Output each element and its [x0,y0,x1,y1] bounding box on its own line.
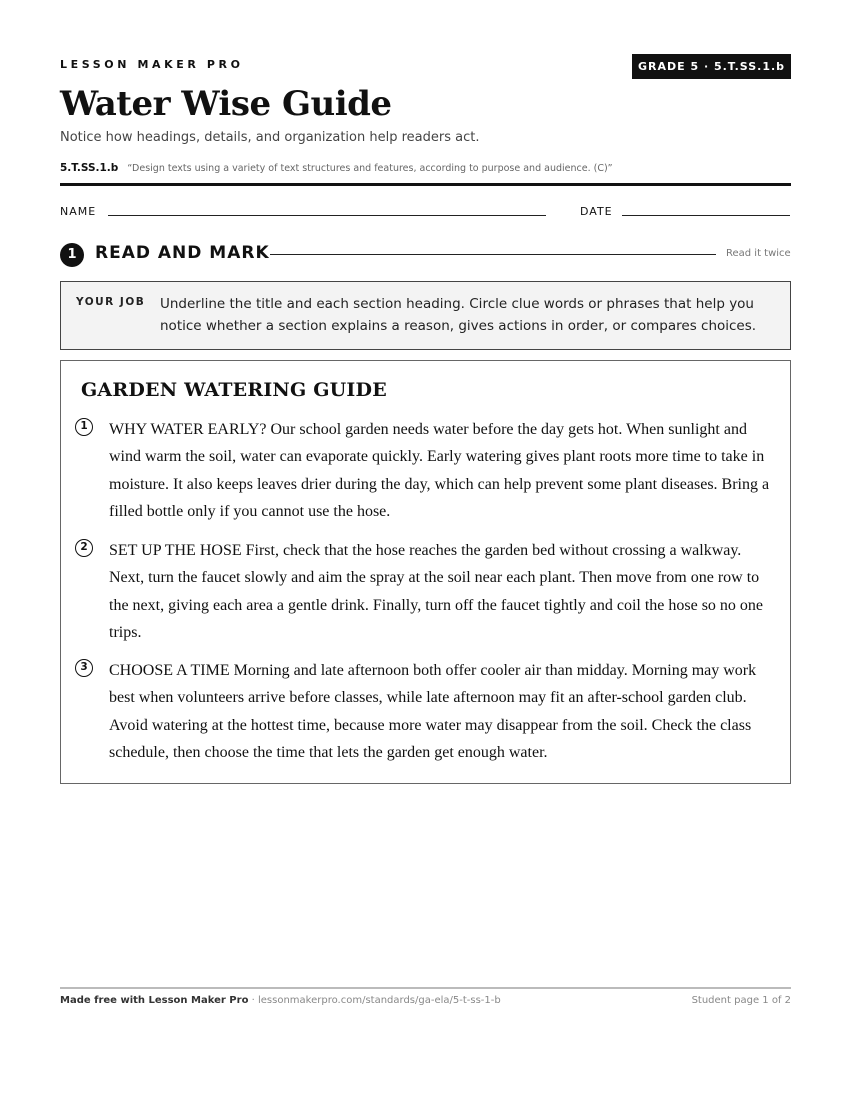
footer-page-number: Student page 1 of 2 [691,995,791,1006]
footer-url-link[interactable]: lessonmakerpro.com/standards/ga-ela/5-t-ss-1-b [257,995,501,1006]
your-job-box [60,281,791,350]
section-number-badge: 1 [60,243,84,267]
date-field-line[interactable] [622,215,790,216]
paragraph-number-marker: 1 [75,418,93,436]
footer-credit [60,995,501,1006]
section-note: Read it twice [726,248,791,259]
grade-standard-badge: GRADE 5 · 5.T.SS.1.b [632,54,791,79]
page-title: Water Wise Guide [60,84,392,124]
footer-made-with: Made free with Lesson Maker Pro [60,995,249,1006]
brand-name: LESSON MAKER PRO [60,58,244,71]
paragraph-number-marker: 2 [75,539,93,557]
passage-title: GARDEN WATERING GUIDE [81,379,387,401]
standard-text: “Design texts using a variety of text structures and features, according to purpose and audience. (C)” [127,163,613,174]
name-field-line[interactable] [108,215,546,216]
date-label: DATE [580,205,613,218]
section-divider [270,254,716,255]
paragraph-text: SET UP THE HOSE First, check that the hose reaches the garden bed without crossing a walkway. Next, turn the faucet slowly and aim the spray at the soil near each plant. Then move from one row to the next, giving each area a gentle drink. Finally, turn off the faucet tightly and coil the hose so no one trips. [109,542,764,641]
footer-divider [60,987,791,989]
section-title: READ AND MARK [95,243,270,263]
your-job-label: YOUR JOB [76,296,146,308]
paragraph-text: CHOOSE A TIME Morning and late afternoon both offer cooler air than midday. Morning may work best when volunteers arrive before classes, while late afternoon may fit an after-school garden club. Avoid watering at the hottest time, because more water may disappear from the soil. Check the class schedule, then choose the time that lets the garden get enough water. [109,662,757,761]
paragraph-text: WHY WATER EARLY? Our school garden needs water before the day gets hot. When sunlight and wind warm the soil, water can evaporate quickly. Early watering gives plant roots more time to take in moisture. It also keeps leaves drier during the day, which can help prevent some plant diseases. Bring a filled bottle only if you cannot use the hose. [109,421,770,520]
footer-separator: · [248,995,258,1006]
name-label: NAME [60,205,97,218]
passage-box [60,360,791,784]
header-divider [60,183,791,186]
paragraph-number-marker: 3 [75,659,93,677]
page-subtitle: Notice how headings, details, and organization help readers act. [60,130,480,145]
your-job-instructions: Underline the title and each section heading. Circle clue words or phrases that help you notice whether a section explains a reason, gives actions in order, or compares choices. [160,296,757,334]
standard-code: 5.T.SS.1.b [60,162,119,174]
standard-line [60,156,613,175]
